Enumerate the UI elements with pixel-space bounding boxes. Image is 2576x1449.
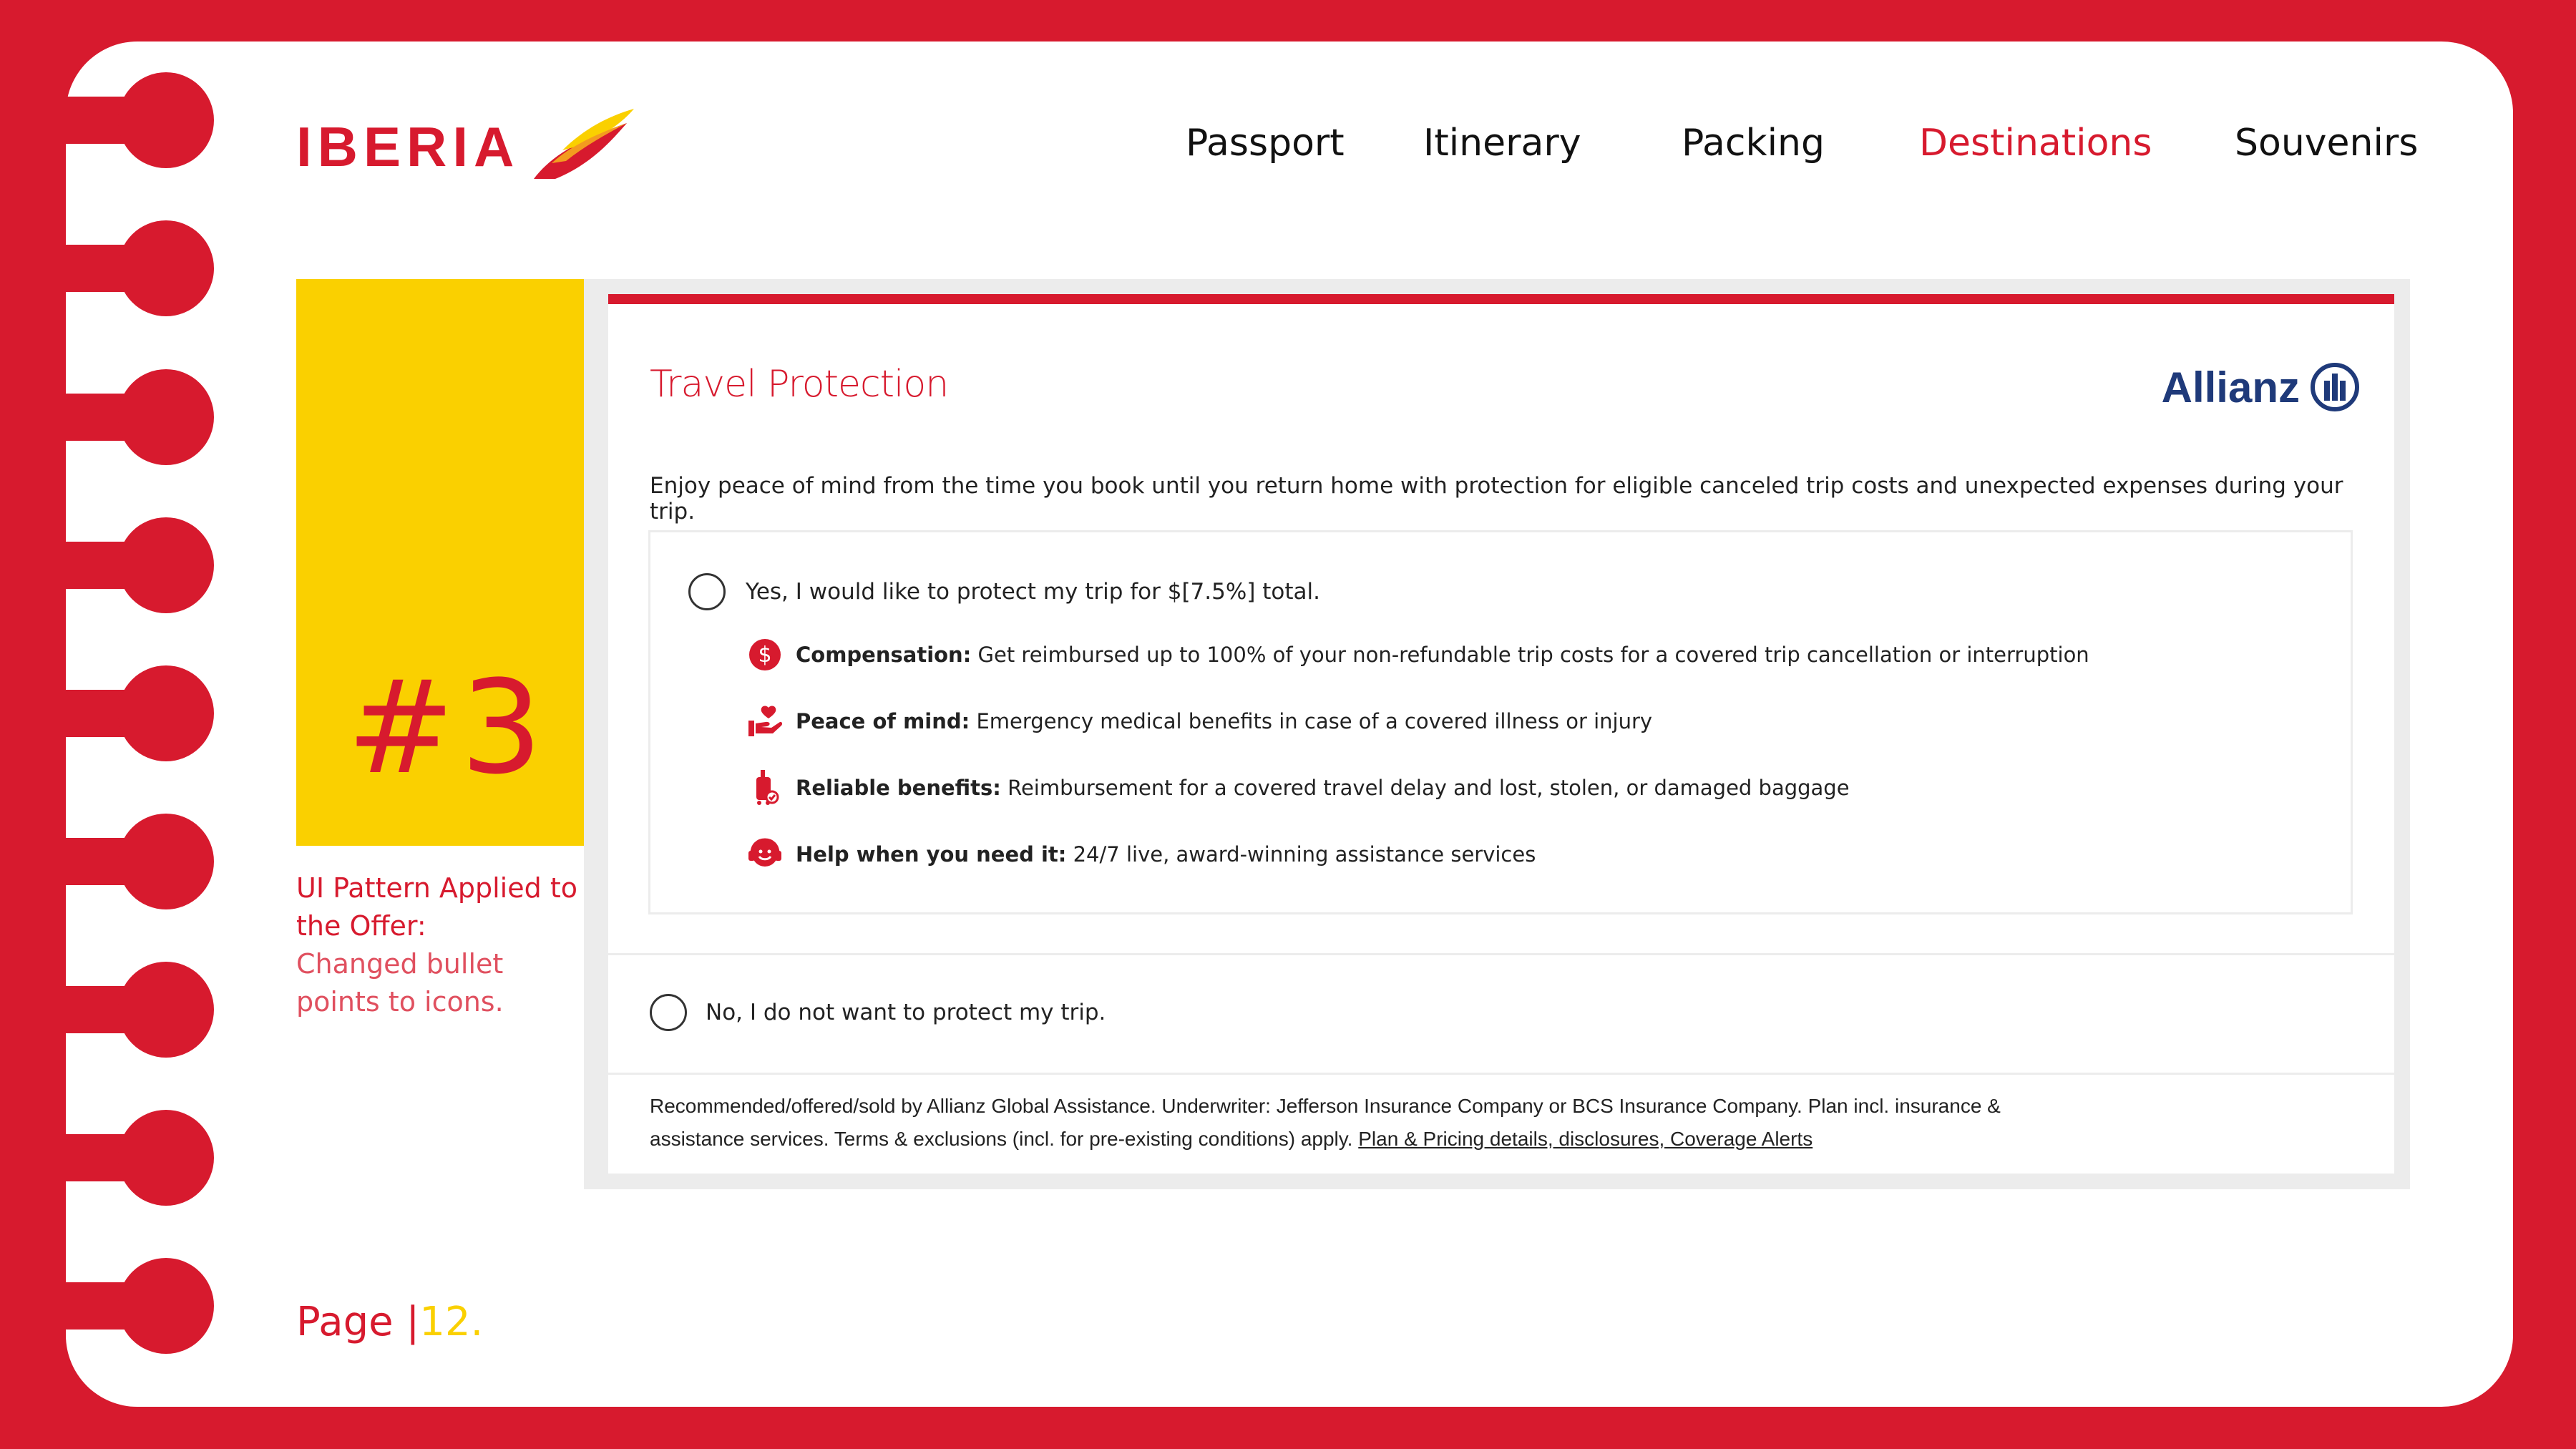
binder-ring — [118, 814, 214, 909]
page-label: Page — [296, 1299, 394, 1345]
yes-radio[interactable] — [688, 573, 726, 610]
offer-intro: Enjoy peace of mind from the time you book until you return home with protection for eligible canceled trip costs and unexpected expenses during your trip. — [650, 473, 2343, 525]
binder-ring — [118, 1258, 214, 1354]
legal-disclaimer — [650, 1090, 2081, 1156]
card-accent-bar — [608, 294, 2394, 304]
allianz-logo — [2162, 358, 2360, 416]
dollar-icon — [747, 637, 783, 673]
pattern-number-panel — [296, 279, 584, 846]
logo-wordmark: IBERIA — [296, 115, 520, 178]
page-separator: | — [406, 1299, 420, 1345]
card-title: Travel Protection — [650, 363, 949, 406]
benefit-item — [747, 637, 2089, 673]
page-number — [296, 1299, 483, 1345]
yes-option-box[interactable] — [648, 530, 2353, 914]
binder-ring — [118, 962, 214, 1058]
benefit-title: Compensation: — [796, 643, 972, 667]
nav-passport[interactable]: Passport — [1186, 122, 1345, 165]
binder-ring — [118, 369, 214, 465]
nav-destinations[interactable]: Destinations — [1919, 122, 2152, 165]
heart-hand-icon — [747, 703, 783, 739]
pattern-caption — [296, 869, 582, 1021]
nav-packing[interactable]: Packing — [1682, 122, 1825, 165]
benefit-item — [747, 836, 1536, 872]
benefit-title: Reliable benefits: — [796, 776, 1001, 800]
benefit-title: Help when you need it: — [796, 842, 1067, 867]
benefit-item — [747, 770, 1850, 806]
legal-line-1: Recommended/offered/sold by Allianz Global Assistance. Underwriter: Jefferson Insurance Company or BCS Insurance Company. Plan incl. insurance & — [650, 1095, 2001, 1117]
divider — [608, 953, 2394, 955]
benefit-text: Reimbursement for a covered travel delay and lost, stolen, or damaged baggage — [1008, 776, 1850, 800]
legal-line-2: assistance services. Terms & exclusions (incl. for pre-existing conditions) apply. — [650, 1128, 1353, 1150]
benefit-text: 24/7 live, award-winning assistance services — [1073, 842, 1536, 867]
travel-protection-card — [608, 294, 2394, 1174]
divider — [608, 1073, 2394, 1075]
iberia-logo[interactable] — [296, 107, 633, 200]
benefit-text: Emergency medical benefits in case of a covered illness or injury — [976, 709, 1653, 733]
caption-body: Changed bullet points to icons. — [296, 948, 504, 1018]
benefit-title: Peace of mind: — [796, 709, 970, 733]
allianz-wordmark: Allianz — [2161, 363, 2300, 411]
page-number-value: 12. — [419, 1299, 484, 1345]
nav-itinerary[interactable]: Itinerary — [1423, 122, 1581, 165]
nav-souvenirs[interactable]: Souvenirs — [2235, 122, 2419, 165]
allianz-emblem-icon — [2310, 362, 2360, 412]
binder-ring — [118, 72, 214, 168]
benefit-text: Get reimbursed up to 100% of your non-refundable trip costs for a covered trip cancellation or interruption — [977, 643, 2089, 667]
plan-details-link[interactable]: Plan & Pricing details, disclosures, Coverage Alerts — [1358, 1128, 1813, 1150]
pattern-number: #3 — [346, 653, 548, 803]
no-radio[interactable] — [650, 994, 687, 1031]
luggage-icon — [747, 770, 783, 806]
binder-ring — [118, 665, 214, 761]
yes-option-label[interactable]: Yes, I would like to protect my trip for $[7.5%] total. — [746, 579, 1321, 605]
svg-text:$: $ — [758, 643, 772, 668]
benefit-item — [747, 703, 1652, 739]
binder-ring — [118, 517, 214, 613]
headset-icon — [747, 836, 783, 872]
no-option-label[interactable]: No, I do not want to protect my trip. — [706, 1000, 1106, 1025]
logo-wing-icon — [527, 107, 634, 186]
binder-ring — [118, 1110, 214, 1206]
binder-ring — [118, 220, 214, 316]
caption-title: UI Pattern Applied to the Offer: — [296, 872, 577, 942]
